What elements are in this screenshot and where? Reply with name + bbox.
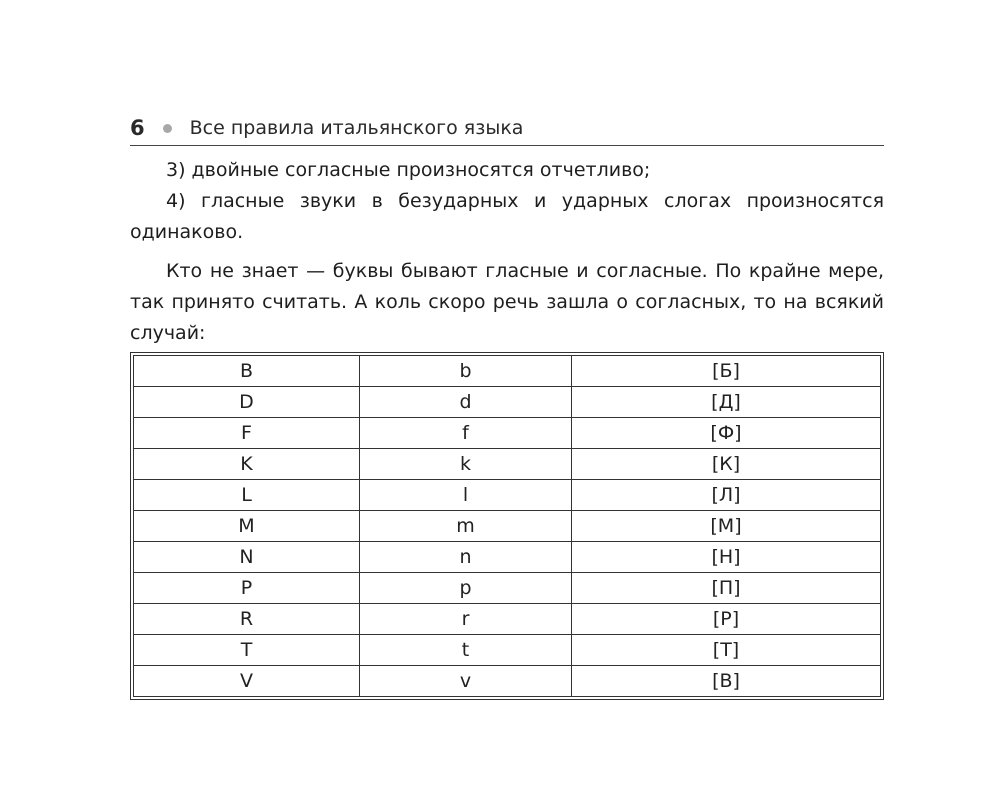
table-row bbox=[134, 511, 881, 542]
header-rule bbox=[130, 145, 884, 146]
uppercase-letter-cell: R bbox=[134, 604, 360, 635]
pronunciation-cell: [Д] bbox=[572, 387, 881, 418]
pronunciation-cell: [Ф] bbox=[572, 418, 881, 449]
pronunciation-cell: [Т] bbox=[572, 635, 881, 666]
book-page bbox=[130, 112, 884, 700]
uppercase-letter-cell: D bbox=[134, 387, 360, 418]
list-item-4: 4) гласные звуки в безударных и ударных слогах произносятся одинаково. bbox=[130, 190, 884, 243]
pronunciation-cell: [Л] bbox=[572, 480, 881, 511]
book-title: Все правила итальянского языка bbox=[189, 117, 524, 139]
lowercase-letter-cell: d bbox=[360, 387, 572, 418]
table-row bbox=[134, 573, 881, 604]
table-row bbox=[134, 387, 881, 418]
table-row bbox=[134, 604, 881, 635]
lowercase-letter-cell: k bbox=[360, 449, 572, 480]
uppercase-letter-cell: K bbox=[134, 449, 360, 480]
consonants-table-frame bbox=[130, 352, 884, 700]
lowercase-letter-cell: b bbox=[360, 356, 572, 387]
table-row bbox=[134, 449, 881, 480]
lowercase-letter-cell: r bbox=[360, 604, 572, 635]
list-item-3: 3) двойные согласные произносятся отчетливо; bbox=[166, 159, 651, 181]
table-row bbox=[134, 542, 881, 573]
uppercase-letter-cell: F bbox=[134, 418, 360, 449]
table-row bbox=[134, 418, 881, 449]
uppercase-letter-cell: N bbox=[134, 542, 360, 573]
table-row bbox=[134, 356, 881, 387]
table-row bbox=[134, 666, 881, 697]
pronunciation-cell: [М] bbox=[572, 511, 881, 542]
pronunciation-cell: [Н] bbox=[572, 542, 881, 573]
table-row bbox=[134, 635, 881, 666]
body-paragraph: Кто не знает — буквы бывают гласные и согласные. По крайне мере, так принято считать. А коль скоро речь зашла о согласных, то на всякий случай: bbox=[130, 260, 884, 344]
pronunciation-cell: [К] bbox=[572, 449, 881, 480]
lowercase-letter-cell: p bbox=[360, 573, 572, 604]
pronunciation-cell: [П] bbox=[572, 573, 881, 604]
pronunciation-cell: [Р] bbox=[572, 604, 881, 635]
page-number: 6 bbox=[130, 116, 145, 140]
bullet-dot-icon bbox=[163, 124, 172, 133]
uppercase-letter-cell: V bbox=[134, 666, 360, 697]
lowercase-letter-cell: t bbox=[360, 635, 572, 666]
running-head bbox=[130, 112, 884, 144]
pronunciation-cell: [Б] bbox=[572, 356, 881, 387]
uppercase-letter-cell: M bbox=[134, 511, 360, 542]
consonants-table bbox=[133, 355, 881, 697]
lowercase-letter-cell: l bbox=[360, 480, 572, 511]
uppercase-letter-cell: L bbox=[134, 480, 360, 511]
lowercase-letter-cell: f bbox=[360, 418, 572, 449]
pronunciation-cell: [В] bbox=[572, 666, 881, 697]
consonants-table-body bbox=[134, 356, 881, 697]
lowercase-letter-cell: n bbox=[360, 542, 572, 573]
uppercase-letter-cell: B bbox=[134, 356, 360, 387]
lowercase-letter-cell: v bbox=[360, 666, 572, 697]
uppercase-letter-cell: P bbox=[134, 573, 360, 604]
uppercase-letter-cell: T bbox=[134, 635, 360, 666]
lowercase-letter-cell: m bbox=[360, 511, 572, 542]
table-row bbox=[134, 480, 881, 511]
